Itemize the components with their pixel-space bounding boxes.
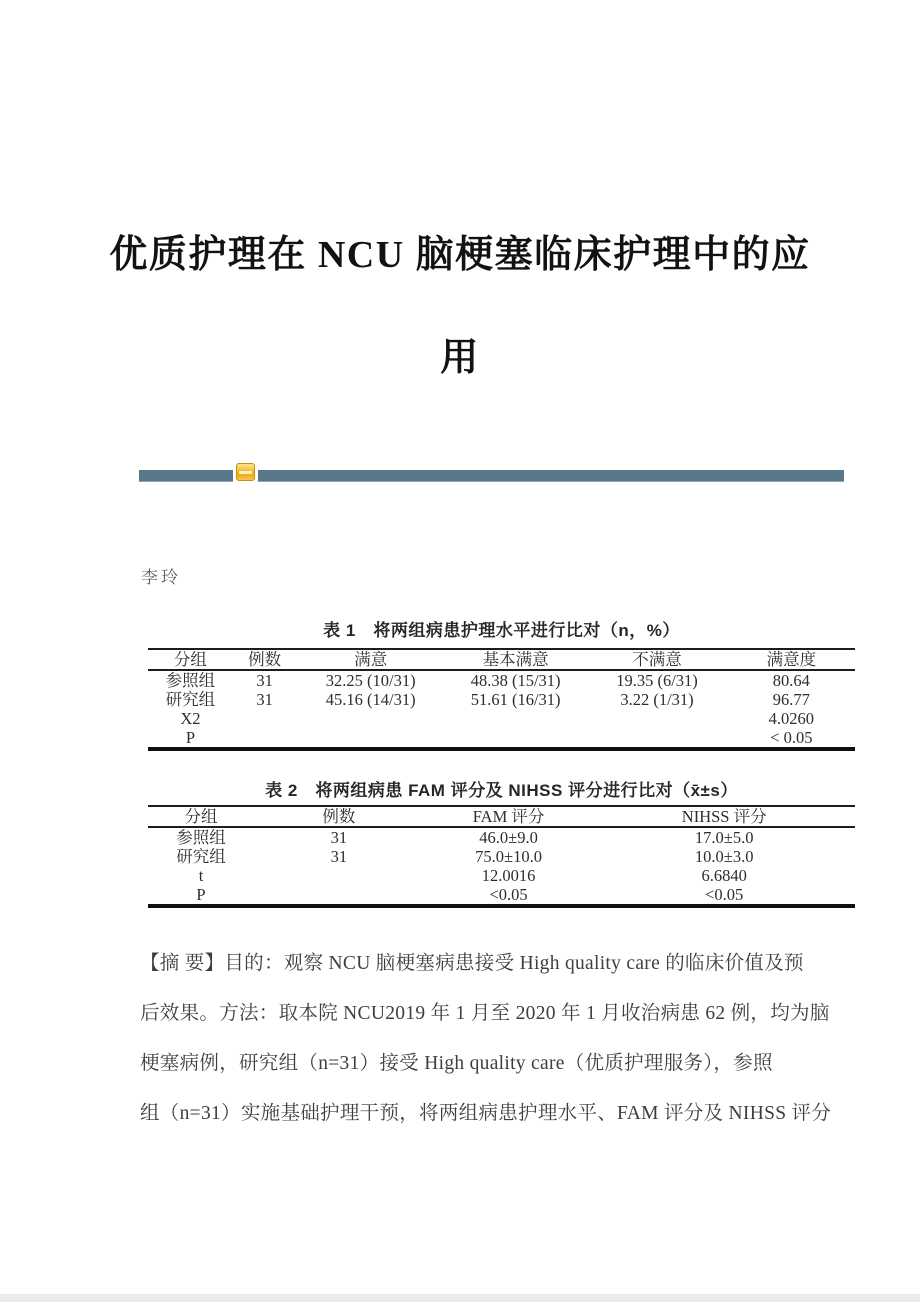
- abstract-paragraph: [140, 939, 830, 1139]
- table-cell: 参照组: [176, 828, 226, 847]
- table-cell: 31: [256, 671, 273, 690]
- table2-row: [148, 827, 855, 847]
- table2-header-row: [148, 806, 855, 827]
- abstract-line: 梗塞病例，研究组（n=31）接受 High quality care（优质护理服务），参照: [140, 1053, 773, 1074]
- table-cell: 4.0260: [768, 709, 815, 728]
- table-cell: [254, 866, 424, 885]
- table-cell: 17.0±5.0: [694, 828, 754, 847]
- table2-row: [148, 885, 855, 906]
- table-cell: P: [185, 728, 195, 747]
- table-cell: <0.05: [705, 885, 744, 904]
- table-cell: [296, 728, 444, 749]
- table-cell: 51.61 (16/31): [470, 690, 561, 709]
- table1-col-header: 分组: [173, 650, 207, 669]
- table-cell: [445, 709, 586, 728]
- table2-col-header: FAM 评分: [472, 807, 545, 826]
- article-title-line-2: 用: [440, 337, 480, 379]
- abstract-line: 组（n=31）实施基础护理干预，将两组病患护理水平、FAM 评分及 NIHSS 评分: [140, 1103, 832, 1124]
- table-cell: 3.22 (1/31): [620, 690, 694, 709]
- gold-document-icon-stripe: [239, 471, 252, 474]
- table-cell: 12.0016: [481, 866, 536, 885]
- table-1: [148, 648, 855, 751]
- abstract-line: 【摘 要】目的：观察 NCU 脑梗塞病患接受 High quality care 的临床价值及预: [140, 953, 804, 974]
- divider-bar-right: [258, 470, 844, 481]
- table-cell: 19.35 (6/31): [616, 671, 698, 690]
- table1-col-header: 不满意: [632, 650, 682, 669]
- table-cell: [445, 728, 586, 749]
- table-cell: 31: [256, 690, 273, 709]
- table-cell: P: [196, 885, 206, 904]
- table-cell: 10.0±3.0: [694, 847, 754, 866]
- table-cell: <0.05: [489, 885, 528, 904]
- table-cell: [296, 709, 444, 728]
- table-cell: [586, 709, 727, 728]
- table-cell: 48.38 (15/31): [470, 671, 561, 690]
- author-name: 李玲: [141, 568, 181, 587]
- table-2: [148, 805, 855, 908]
- table1-row: [148, 709, 855, 728]
- divider-bar-left: [139, 470, 233, 481]
- table-cell: 6.6840: [701, 866, 747, 885]
- article-title: [0, 204, 920, 410]
- table-cell: 研究组: [176, 847, 226, 866]
- table2-caption: 表 2 将两组病患 FAM 评分及 NIHSS 评分进行比对（x̄±s）: [265, 781, 738, 800]
- table-cell: 75.0±10.0: [475, 847, 542, 866]
- table2-row: [148, 847, 855, 866]
- table-cell: < 0.05: [770, 728, 813, 747]
- table1-row: [148, 690, 855, 709]
- table1-row: [148, 728, 855, 749]
- section-divider: [139, 463, 844, 482]
- table-cell: [254, 885, 424, 906]
- table-cell: 46.0±9.0: [479, 828, 538, 847]
- table-cell: X2: [180, 709, 201, 728]
- table2-col-header: NIHSS 评分: [681, 807, 767, 826]
- table-cell: 研究组: [165, 690, 216, 709]
- abstract-line: 后效果。方法：取本院 NCU2019 年 1 月至 2020 年 1 月收治病患 62 例，均为脑: [140, 1003, 830, 1024]
- table-cell: [586, 728, 727, 749]
- table1-row: [148, 670, 855, 690]
- table-cell: 45.16 (14/31): [325, 690, 416, 709]
- table-cell: [233, 709, 297, 728]
- table2-row: [148, 866, 855, 885]
- table1-header-row: [148, 649, 855, 670]
- table1-caption: 表 1 将两组病患护理水平进行比对（n，%）: [323, 621, 680, 640]
- table-cell: 96.77: [772, 690, 810, 709]
- table2-col-header: 例数: [322, 807, 356, 826]
- table1-col-header: 满意: [354, 650, 388, 669]
- article-title-line-1: 优质护理在 NCU 脑梗塞临床护理中的应: [109, 234, 811, 276]
- page-bottom-strip: [0, 1294, 920, 1302]
- table-cell: 31: [330, 828, 348, 847]
- table-cell: 参照组: [165, 671, 216, 690]
- table-cell: 80.64: [772, 671, 810, 690]
- table1-col-header: 满意度: [766, 650, 817, 669]
- table1-col-header: 例数: [248, 650, 282, 669]
- table-cell: [233, 728, 297, 749]
- table-cell: 32.25 (10/31): [325, 671, 416, 690]
- table1-col-header: 基本满意: [482, 650, 549, 669]
- table-cell: 31: [330, 847, 348, 866]
- table-cell: t: [198, 866, 204, 885]
- table2-col-header: 分组: [184, 807, 218, 826]
- gold-document-icon: [236, 463, 255, 481]
